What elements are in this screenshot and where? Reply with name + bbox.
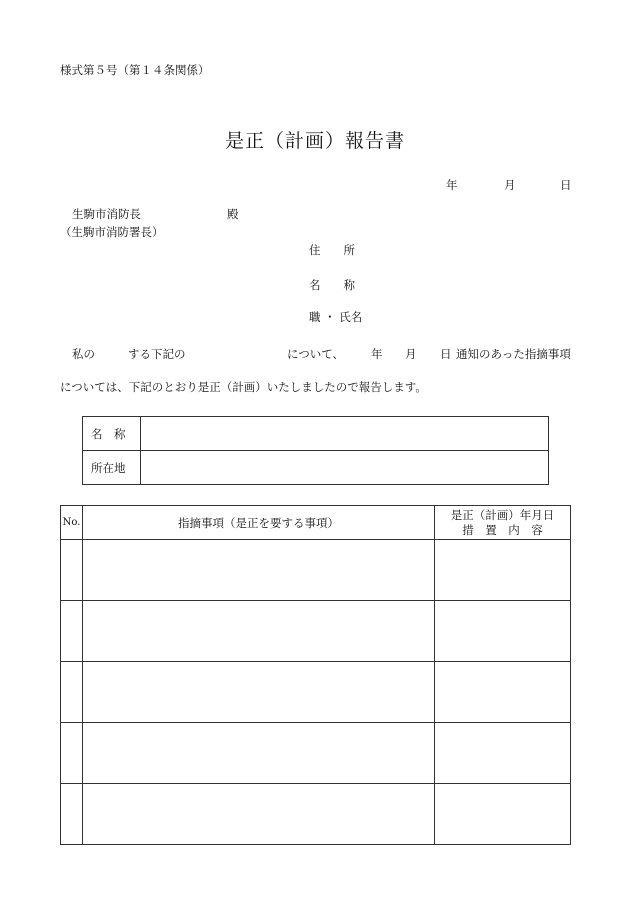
target-name-field[interactable] [141, 417, 549, 451]
target-row-name [83, 417, 549, 451]
row-matter-cell[interactable] [83, 723, 435, 784]
date-month-label: 月 [504, 178, 516, 192]
date-year-label: 年 [446, 178, 458, 192]
body-tsuite: について、 [287, 347, 345, 361]
body-suru: する下記の [128, 347, 186, 361]
header-no: No. [61, 506, 83, 540]
row-measures-cell[interactable] [435, 662, 571, 723]
body-paragraph-line2: については、下記のとおり是正（計画）いたしましたので報告します。 [60, 380, 427, 394]
header-matter: 指摘事項（是正を要する事項） [83, 506, 435, 540]
body-tail: 通知のあった指摘事項 [456, 347, 571, 361]
row-no-cell[interactable] [61, 723, 83, 784]
target-name-label: 名 称 [83, 417, 141, 451]
row-matter-cell[interactable] [83, 784, 435, 845]
date-day-label: 日 [560, 178, 572, 192]
target-table [82, 416, 549, 485]
table-row [61, 540, 571, 601]
row-no-cell[interactable] [61, 540, 83, 601]
table-row [61, 723, 571, 784]
header-measures-line1: 是正（計画）年月日 [450, 507, 555, 522]
row-matter-cell[interactable] [83, 601, 435, 662]
row-measures-cell[interactable] [435, 723, 571, 784]
table-row [61, 662, 571, 723]
header-measures [435, 506, 571, 540]
items-table [60, 505, 571, 845]
row-no-cell[interactable] [61, 601, 83, 662]
row-matter-cell[interactable] [83, 662, 435, 723]
reporter-title-name-label: 職 ・ 氏名 [309, 310, 363, 324]
reporter-address-label: 住 所 [309, 243, 355, 257]
table-row [61, 601, 571, 662]
row-measures-cell[interactable] [435, 784, 571, 845]
document-title: 是正（計画）報告書 [224, 130, 405, 152]
reporter-name-label: 名 称 [309, 278, 355, 292]
row-no-cell[interactable] [61, 784, 83, 845]
target-row-location [83, 451, 549, 485]
addressee-honorific: 殿 [227, 207, 239, 221]
target-location-field[interactable] [141, 451, 549, 485]
items-header-row [61, 506, 571, 540]
form-number: 様式第５号（第１４条関係） [60, 63, 210, 77]
table-row [61, 784, 571, 845]
row-matter-cell[interactable] [83, 540, 435, 601]
row-measures-cell[interactable] [435, 540, 571, 601]
addressee-sub: （生駒市消防署長） [60, 225, 164, 239]
body-watashi: 私の [72, 347, 95, 361]
body-day: 日 [440, 347, 452, 361]
header-measures-line2: 措 置 内 容 [462, 522, 543, 537]
addressee-name: 生駒市消防長 [72, 207, 141, 221]
body-year: 年 [371, 347, 383, 361]
row-no-cell[interactable] [61, 662, 83, 723]
body-month: 月 [405, 347, 417, 361]
target-location-label: 所在地 [83, 451, 141, 485]
body-paragraph-line1 [60, 346, 572, 362]
row-measures-cell[interactable] [435, 601, 571, 662]
